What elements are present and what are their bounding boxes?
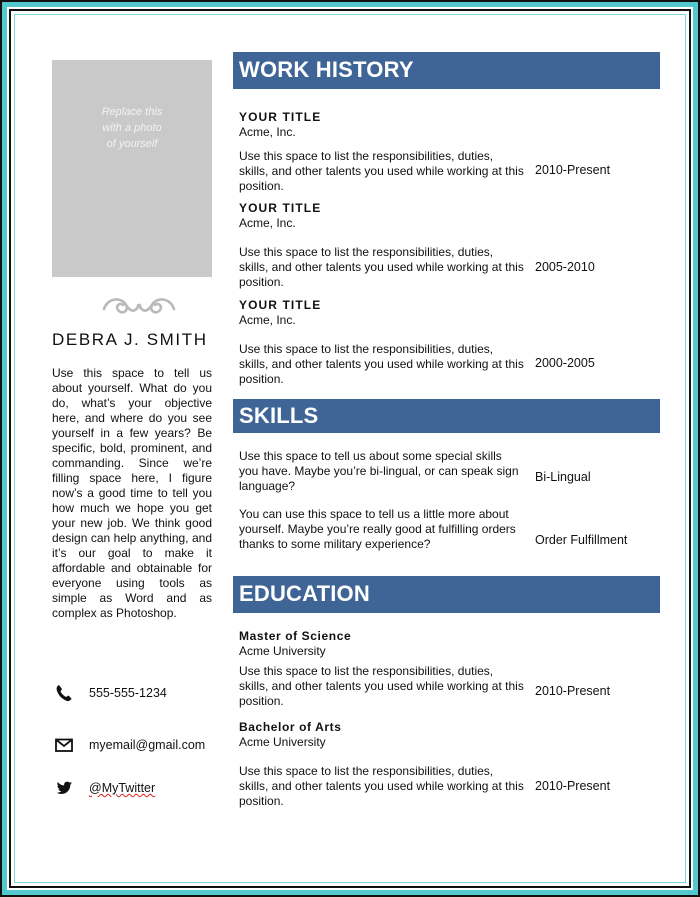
degree-title: Bachelor of Arts: [239, 720, 342, 734]
job-dates: 2000-2005: [535, 356, 595, 370]
job-dates: 2010-Present: [535, 163, 611, 177]
job-company: Acme, Inc.: [239, 216, 296, 230]
flourish-ornament-icon: [100, 293, 178, 319]
envelope-icon: [54, 735, 74, 755]
photo-placeholder[interactable]: [52, 60, 212, 277]
education-header: EDUCATION: [233, 576, 660, 613]
job-title: YOUR TITLE: [239, 298, 322, 312]
degree-title: Master of Science: [239, 629, 352, 643]
school-name: Acme University: [239, 644, 326, 658]
about-text: Use this space to tell us about yourself. What do you do, what’s your objective here, and where do you see yourself in a few years? Be specific, bold, prominent, and commanding. Since we’re filling space here, I figure now’s a good time to tell you how much we hope you get your new job. We think good design can help anything, and it’s our goal to make it affordable and obtainable for everyone using tools as simple as Word and as complex as Photoshop.: [52, 366, 212, 620]
job-title: YOUR TITLE: [239, 110, 322, 124]
contact-twitter: [54, 778, 224, 800]
job-description: Use this space to list the responsibilities, duties, skills, and other talents you used while working at this position.: [239, 342, 524, 386]
photo-placeholder-text: Replace this with a photo of yourself: [101, 106, 163, 150]
contact-email: [54, 735, 224, 757]
twitter-handle[interactable]: @MyTwitter: [89, 781, 156, 795]
phone-number[interactable]: 555-555-1234: [89, 686, 167, 700]
job-entry: [239, 298, 659, 386]
school-name: Acme University: [239, 735, 326, 749]
twitter-bird-icon: [54, 778, 74, 798]
degree-dates: 2010-Present: [535, 779, 611, 793]
job-company: Acme, Inc.: [239, 125, 296, 139]
job-description: Use this space to list the responsibilities, duties, skills, and other talents you used while working at this position.: [239, 245, 524, 289]
skill-name: Bi-Lingual: [535, 470, 591, 484]
education-entry: [239, 629, 659, 708]
skill-description: You can use this space to tell us a little more about yourself. Maybe you’re really good at fulfilling orders thanks to some military experience?: [239, 507, 516, 551]
job-description: Use this space to list the responsibilities, duties, skills, and other talents you used while working at this position.: [239, 149, 524, 193]
job-dates: 2005-2010: [535, 260, 595, 274]
skill-description: Use this space to tell us about some special skills you have. Maybe you’re bi-lingual, or can speak sign language?: [239, 449, 519, 493]
education-entry: [239, 720, 659, 808]
email-address[interactable]: myemail@gmail.com: [89, 738, 206, 752]
candidate-name: DEBRA J. SMITH: [52, 330, 208, 349]
job-entry: [239, 201, 659, 289]
job-entry: [239, 110, 659, 193]
contact-phone: [54, 683, 224, 705]
phone-icon: [54, 683, 74, 703]
job-company: Acme, Inc.: [239, 313, 296, 327]
degree-description: Use this space to list the responsibilities, duties, skills, and other talents you used while working at this position.: [239, 764, 524, 808]
work-history-header: WORK HISTORY: [233, 52, 660, 89]
degree-dates: 2010-Present: [535, 684, 611, 698]
skills-header: SKILLS: [233, 399, 660, 433]
skill-name: Order Fulfillment: [535, 533, 628, 547]
job-title: YOUR TITLE: [239, 201, 322, 215]
degree-description: Use this space to list the responsibilities, duties, skills, and other talents you used while working at this position.: [239, 664, 524, 708]
